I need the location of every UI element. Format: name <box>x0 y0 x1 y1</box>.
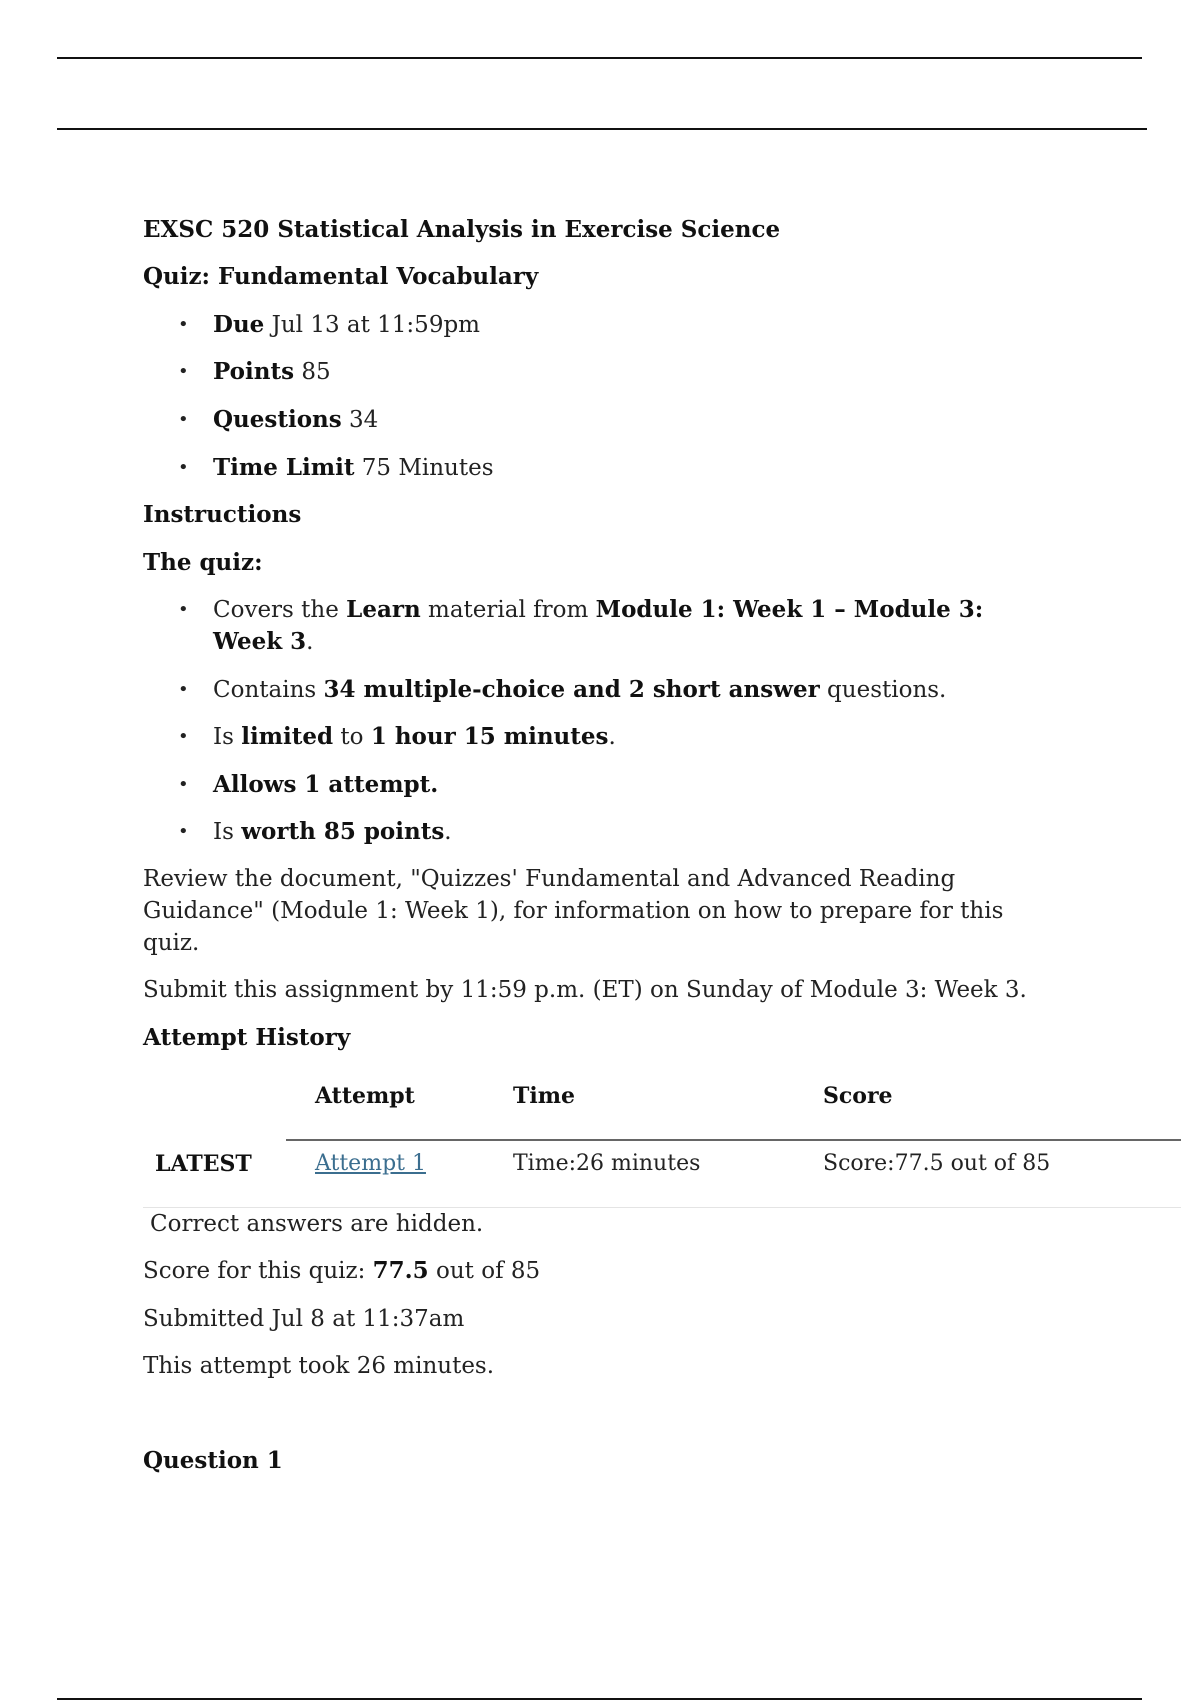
text-run: worth 85 points <box>241 818 445 845</box>
quiz-title: Quiz: Fundamental Vocabulary <box>143 263 539 290</box>
detail-value: 85 <box>301 359 331 385</box>
text-run: Module 1: Week 1 – Module 3: <box>595 596 984 623</box>
bullet-icon: • <box>178 409 189 430</box>
text-run: . <box>306 629 314 655</box>
course-title: EXSC 520 Statistical Analysis in Exercise Science <box>143 216 781 243</box>
detail-questions <box>213 404 378 436</box>
text-run: questions. <box>819 677 947 703</box>
text-run: out of 85 <box>428 1258 541 1284</box>
attempt-score: Score:77.5 out of 85 <box>823 1151 1051 1176</box>
quiz-score-value: 77.5 <box>372 1257 429 1284</box>
instruction-attempts: Allows 1 attempt. <box>213 771 439 798</box>
instruction-worth <box>213 816 452 848</box>
quiz-subheading: The quiz: <box>143 549 263 576</box>
text-run: Week 3 <box>213 628 307 655</box>
detail-label: Time Limit <box>213 454 355 481</box>
correct-answers-note: Correct answers are hidden. <box>150 1211 484 1237</box>
detail-label: Questions <box>213 406 342 433</box>
review-line: Review the document, "Quizzes' Fundamental and Advanced Reading <box>143 866 956 892</box>
table-header-divider <box>286 1139 1181 1141</box>
submitted-timestamp: Submitted Jul 8 at 11:37am <box>143 1306 465 1332</box>
instruction-time-limit <box>213 721 616 753</box>
text-run: Is <box>213 724 242 750</box>
bullet-icon: • <box>178 726 189 747</box>
review-line: Guidance" (Module 1: Week 1), for information on how to prepare for this <box>143 898 1004 924</box>
bullet-icon: • <box>178 774 189 795</box>
instruction-coverage-cont <box>213 626 313 658</box>
attempt-duration: This attempt took 26 minutes. <box>143 1353 495 1379</box>
text-run: . <box>444 819 452 845</box>
bullet-icon: • <box>178 679 189 700</box>
attempt-history-heading: Attempt History <box>143 1024 351 1051</box>
bullet-icon: • <box>178 457 189 478</box>
attempt-link[interactable]: Attempt 1 <box>315 1151 426 1176</box>
submit-deadline-text: Submit this assignment by 11:59 p.m. (ET) on Sunday of Module 3: Week 3. <box>143 977 1027 1003</box>
detail-due <box>213 309 480 341</box>
quiz-score-line <box>143 1255 540 1287</box>
text-run: Contains <box>213 677 324 703</box>
text-run: Learn <box>346 596 421 623</box>
detail-points <box>213 356 331 388</box>
bullet-icon: • <box>178 599 189 620</box>
text-run: Is <box>213 819 242 845</box>
instruction-coverage <box>213 594 983 626</box>
bottom-rule <box>57 1698 1142 1700</box>
instruction-question-count <box>213 674 946 706</box>
text-run: to <box>333 724 371 750</box>
column-header-time: Time <box>513 1083 576 1109</box>
detail-label: Points <box>213 358 295 385</box>
attempt-time: Time:26 minutes <box>513 1151 701 1176</box>
top-rule-2 <box>57 128 1147 130</box>
text-run: . <box>608 724 616 750</box>
detail-value: 75 Minutes <box>361 455 494 481</box>
detail-label: Due <box>213 311 265 338</box>
column-header-attempt: Attempt <box>315 1083 415 1109</box>
text-run: Score for this quiz: <box>143 1258 373 1284</box>
column-header-score: Score <box>823 1083 893 1109</box>
text-run: limited <box>241 723 334 750</box>
question-heading: Question 1 <box>143 1447 283 1474</box>
top-rule-1 <box>57 57 1142 59</box>
detail-value: Jul 13 at 11:59pm <box>271 312 480 338</box>
text-run: 34 multiple-choice and 2 short answer <box>323 676 820 703</box>
text-run: Covers the <box>213 597 347 623</box>
instructions-heading: Instructions <box>143 501 302 528</box>
review-line: quiz. <box>143 930 200 956</box>
detail-value: 34 <box>349 407 379 433</box>
bullet-icon: • <box>178 361 189 382</box>
detail-time-limit <box>213 452 494 484</box>
text-run: 1 hour 15 minutes <box>370 723 609 750</box>
bullet-icon: • <box>178 821 189 842</box>
latest-tag: LATEST <box>155 1151 252 1177</box>
text-run: material from <box>420 597 596 623</box>
bullet-icon: • <box>178 314 189 335</box>
